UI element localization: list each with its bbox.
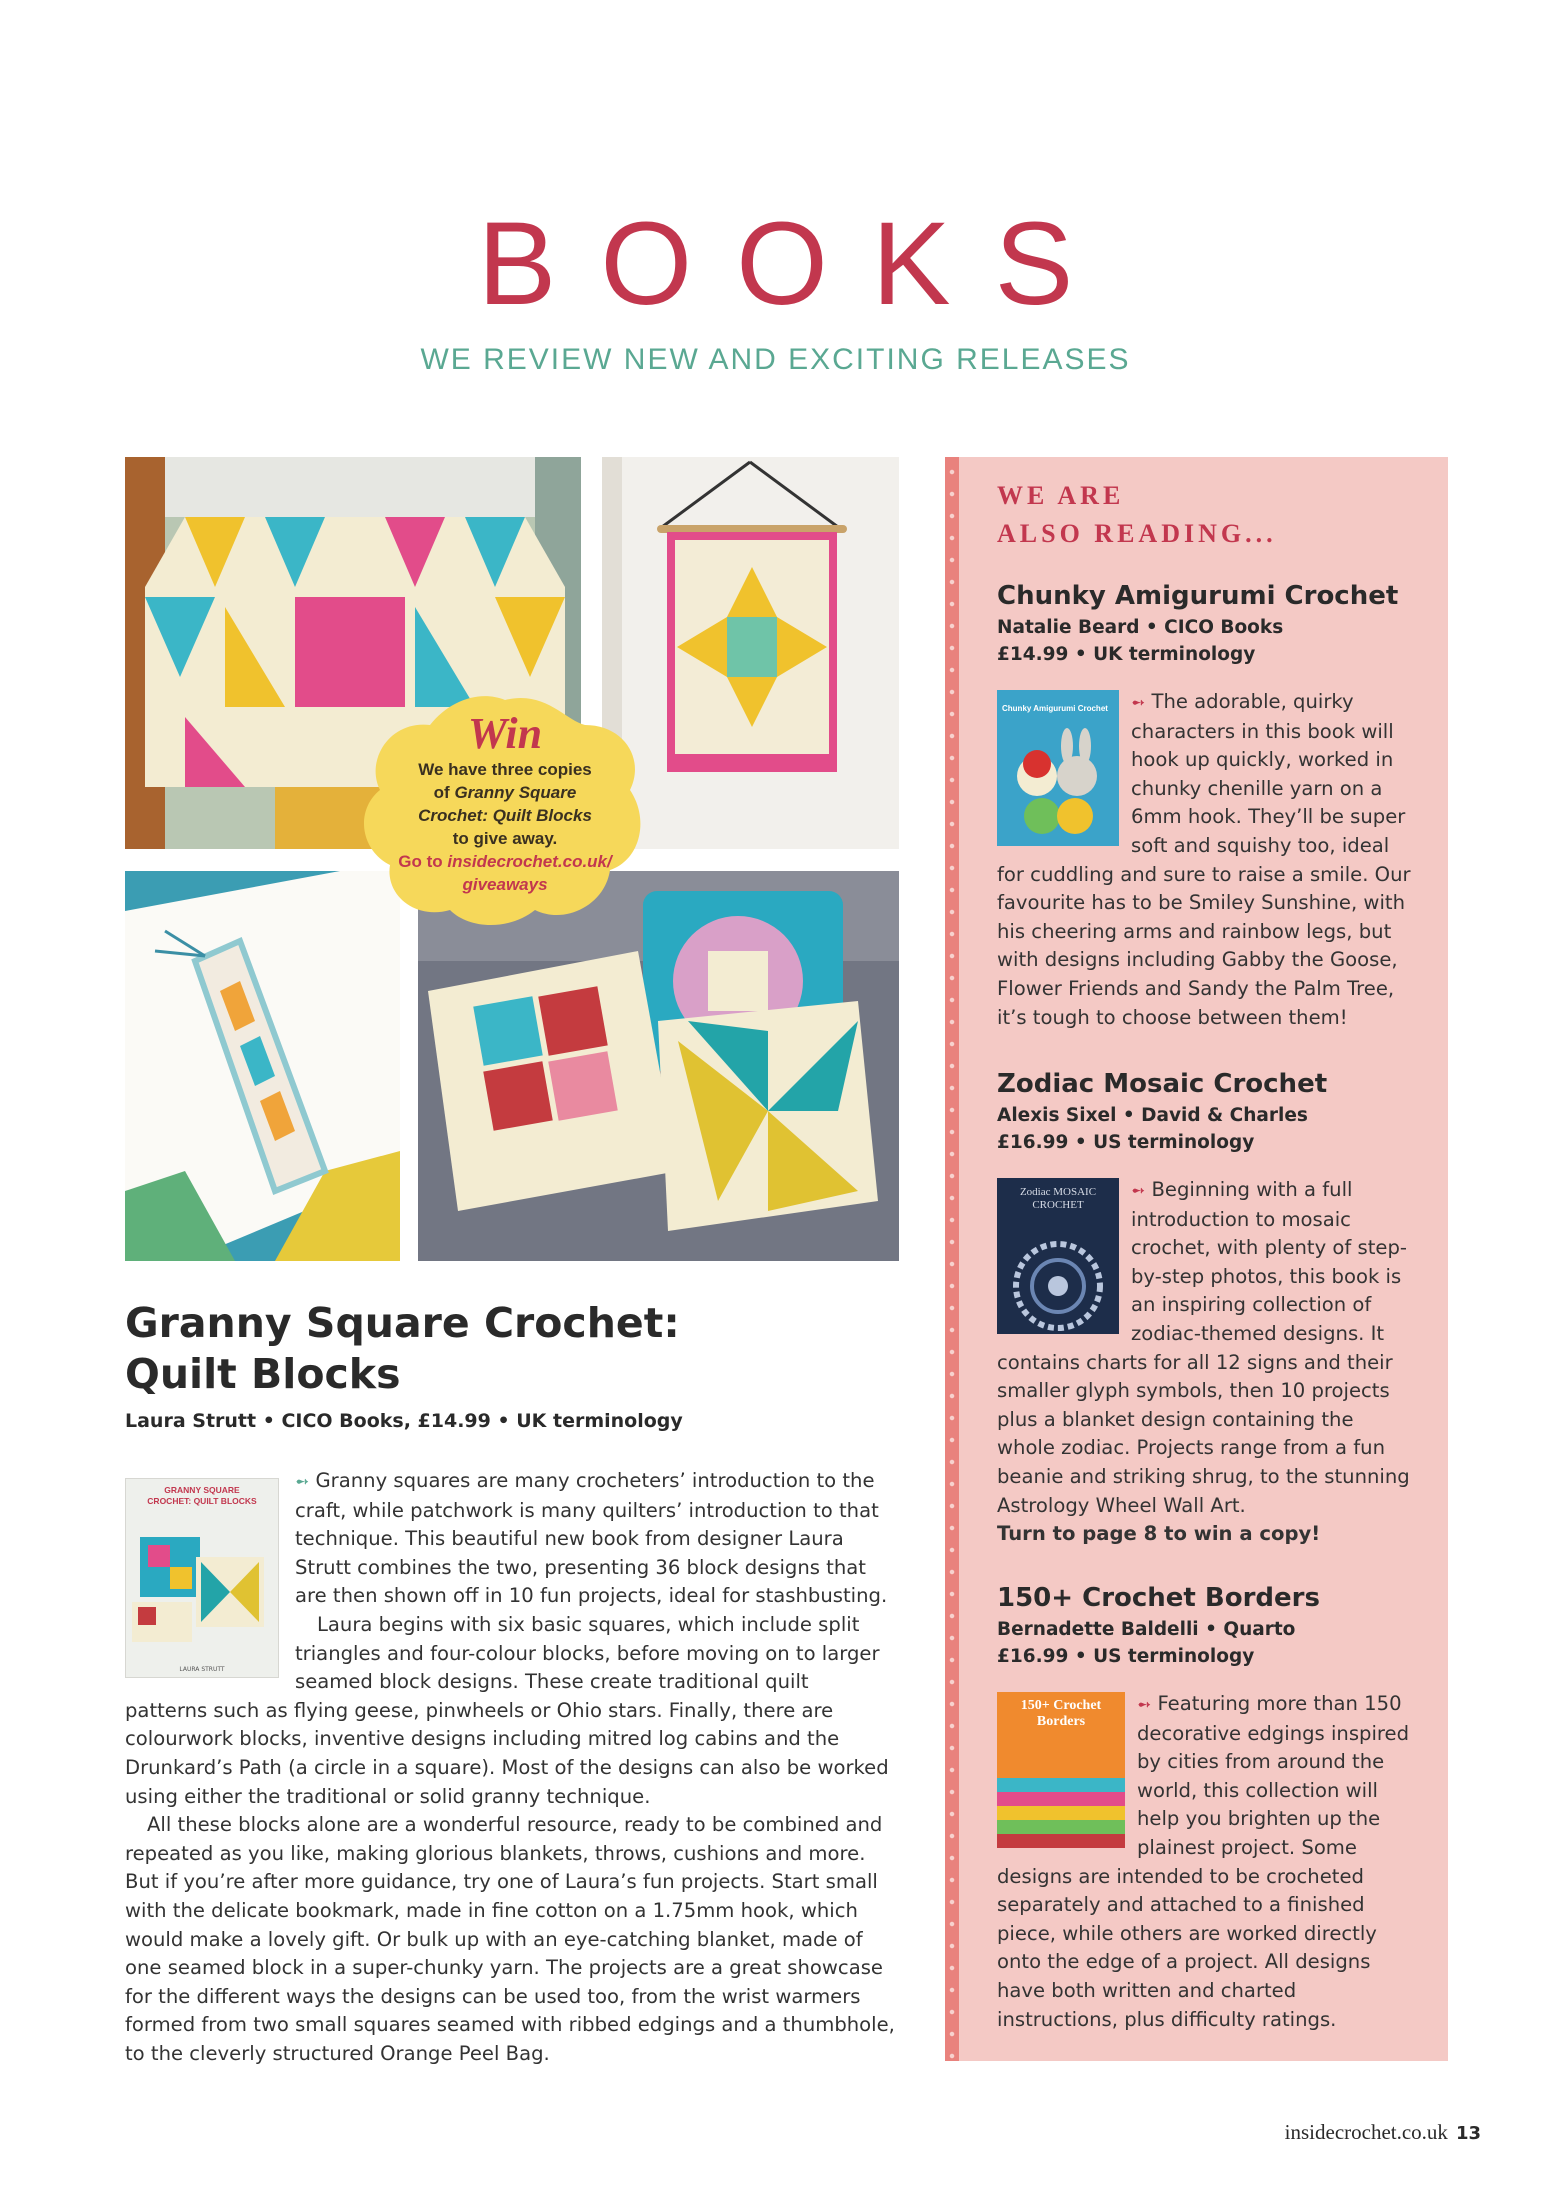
review-body (125, 1467, 895, 2068)
cover-title: 150+ Crochet Borders (1020, 1698, 1102, 1729)
sidebar-review-body (997, 1176, 1417, 1549)
book-cover (997, 1178, 1119, 1334)
book-cover (997, 1692, 1125, 1848)
sidebar-review-text: Beginning with a full introduction to mosaic crochet, with plenty of step-by-step photos, this book is an inspiring collection of zodiac-themed designs. It contains charts for all 12 signs and their smaller glyph symbols, then 10 projects plus a blanket design containing the whole zodiac. Projects range from a fun beanie and striking shrug, to the stunning Astrology Wheel Wall Art. (997, 1178, 1410, 1517)
page-number: 13 (1455, 2123, 1481, 2144)
review-paragraph: Laura begins with six basic squares, which include split triangles and four-colour blocks, before moving on to larger seamed block designs. These create traditional quilt patterns such as flying geese, pinwheels or Ohio stars. Finally, there are colourwork blocks, inventive designs including mitred log cabins and the Drunkard’s Path (a circle in a square). Most of the designs can also be worked using either the traditional or solid granny technique. (125, 1612, 889, 1808)
giveaway-goto: Go to (398, 852, 443, 871)
cover-title-2: CROCHET: QUILT BLOCKS (147, 1496, 257, 1506)
arrow-icon: ➻ (1131, 1181, 1146, 1201)
footer-site[interactable]: insidecrochet.co.uk (1284, 2120, 1448, 2144)
review-byline: Laura Strutt • CICO Books, £14.99 • UK terminology (125, 1410, 683, 1432)
review-title-line2: Quilt Blocks (125, 1350, 401, 1398)
cover-spacer (125, 1467, 295, 1672)
sidebar-review-author: Natalie Beard • CICO Books (997, 617, 1284, 638)
review-title-line1: Granny Square Crochet: (125, 1299, 680, 1347)
page-title: BOOKS (477, 198, 1118, 330)
giveaway-prefix: of (433, 783, 450, 802)
arrow-icon: ➻ (295, 1472, 310, 1492)
giveaway-line: to give away. (452, 829, 558, 848)
giveaway-url[interactable]: insidecrochet.co.uk/ (447, 852, 612, 871)
review-title (125, 1298, 885, 1400)
review-paragraph-text: Granny squares are many crocheters’ introduction to the craft, while patchwork is many quilters’ introduction to that technique. This beautiful new book from designer Laura Strutt combines the two, presenting 36 block designs that are then shown off in 10 fun projects, ideal for stashbusting. (295, 1469, 888, 1608)
sidebar-stripe-dots (945, 457, 959, 2061)
sidebar-review-body (997, 1690, 1417, 2034)
giveaway-line (395, 781, 615, 804)
cover-author: LAURA STRUTT (179, 1666, 225, 1673)
sidebar-review-author: Alexis Sixel • David & Charles (997, 1105, 1308, 1126)
giveaway-line (395, 804, 615, 827)
giveaway-book-cont: Crochet: Quilt Blocks (418, 806, 592, 825)
cover-title: Chunky Amigurumi Crochet (1002, 704, 1108, 713)
cover-title: Zodiac MOSAIC CROCHET (1019, 1186, 1097, 1211)
sidebar-heading-line1: WE ARE (997, 481, 1125, 510)
sidebar-review-3 (997, 1580, 1417, 2034)
sidebar-review-body (997, 688, 1417, 1032)
sidebar-review-2 (997, 1066, 1417, 1549)
giveaway-line: We have three copies (418, 760, 592, 779)
sidebar-review-cta[interactable]: Turn to page 8 to win a copy! (997, 1522, 1321, 1546)
sidebar-review-text: The adorable, quirky characters in this book will hook up quickly, worked in chunky chenille yarn on a 6mm hook. They’ll be super soft and squishy too, ideal for cuddling and sure to raise a smile. Our favourite has to be Smiley Sunshine, with his cheering arms and rainbow legs, but with designs including Gabby the Goose, Flower Friends and Sandy the Palm Tree, it’s tough to choose between them! (997, 690, 1411, 1029)
sidebar-review-title: Zodiac Mosaic Crochet (997, 1069, 1328, 1099)
giveaway-book: Granny Square (454, 783, 577, 802)
sidebar-review-title: 150+ Crochet Borders (997, 1583, 1320, 1613)
sidebar-review-author: Bernadette Baldelli • Quarto (997, 1619, 1296, 1640)
cover-title: GRANNY SQUARE (164, 1485, 240, 1495)
arrow-icon: ➻ (1137, 1695, 1152, 1715)
sidebar-review-price: £16.99 • US terminology (997, 1132, 1255, 1153)
sidebar-review-text: Featuring more than 150 decorative edgings inspired by cities from around the world, this collection will help you brighten up the plainest project. Some designs are intended to be crocheted separately and attached to a finished piece, while others are worked directly onto the edge of a project. All designs have both written and charted instructions, plus difficulty ratings. (997, 1692, 1410, 2031)
page-subtitle: WE REVIEW NEW AND EXCITING RELEASES (420, 343, 1131, 376)
sidebar-review-price: £14.99 • UK terminology (997, 644, 1256, 665)
giveaway-text (395, 710, 615, 896)
arrow-icon: ➻ (1131, 693, 1146, 713)
review-paragraph: All these blocks alone are a wonderful resource, ready to be combined and repeated as you like, making glorious blankets, throws, cushions and more. But if you’re after more guidance, try one of Laura’s fun projects. Start small with the delicate bookmark, made in fine cotton on a 1.75mm hook, which would make a lovely gift. Or bulk up with an eye-catching blanket, made of one seamed block in a super-chunky yarn. The projects are a great showcase for the different ways the designs can be used too, from the wrist warmers formed from two small squares seamed with ribbed edgings and a thumbhole, to the cleverly structured Orange Peel Bag. (125, 1813, 895, 2065)
giveaway-title: Win (467, 709, 543, 758)
book-cover (997, 690, 1119, 846)
giveaway-link-cont[interactable]: giveaways (462, 875, 548, 894)
bookmark-photo (125, 871, 400, 1261)
sidebar-heading (997, 477, 1277, 553)
sidebar-review-1 (997, 578, 1417, 1032)
giveaway-link[interactable] (395, 850, 615, 873)
sidebar-review-price: £16.99 • US terminology (997, 1646, 1255, 1667)
sidebar-review-title: Chunky Amigurumi Crochet (997, 581, 1399, 611)
page-footer (1285, 2120, 1481, 2145)
sidebar-heading-line2: ALSO READING... (997, 519, 1277, 548)
